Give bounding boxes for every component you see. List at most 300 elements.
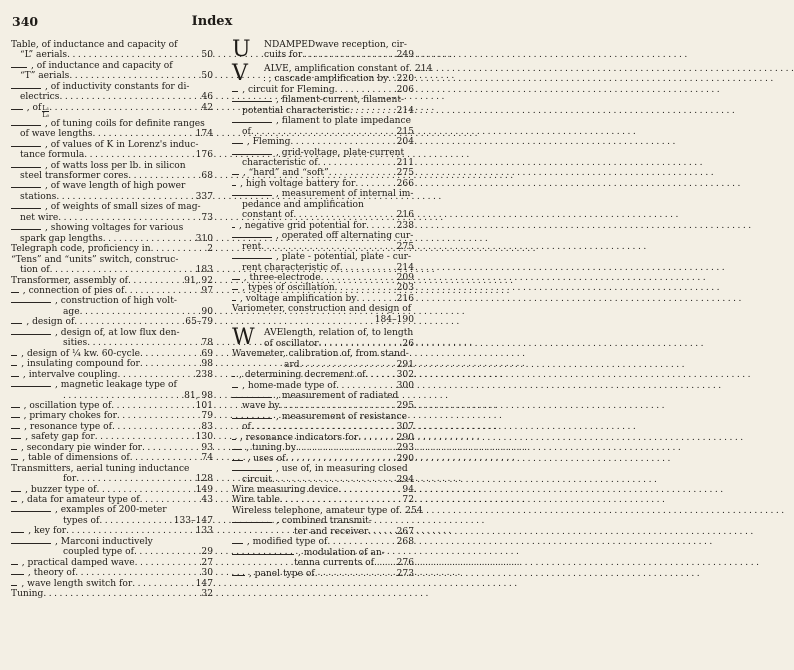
entry-page-ref: 214 xyxy=(396,105,414,116)
index-entry xyxy=(232,304,414,325)
dot-leader xyxy=(128,276,182,286)
index-entry xyxy=(11,317,213,327)
entry-page-ref: 307 xyxy=(396,422,414,433)
entry-line xyxy=(232,263,414,273)
entry-line xyxy=(11,192,213,202)
repeat-dash xyxy=(232,91,238,92)
entry-line xyxy=(232,391,414,401)
index-entry xyxy=(232,505,423,516)
entry-line xyxy=(232,422,414,432)
entry-text: circuit xyxy=(242,474,272,485)
entry-text: , examples of 200-meter xyxy=(55,505,167,516)
repeat-dash xyxy=(232,470,272,471)
dot-leader xyxy=(49,103,199,113)
dot-leader xyxy=(103,234,194,244)
entry-text: net wire xyxy=(20,212,59,223)
entry-line xyxy=(11,92,213,102)
entry-page-ref: 216 xyxy=(396,210,414,221)
entry-page-ref: 216 xyxy=(396,293,414,304)
entry-text: coupled type of xyxy=(63,547,134,558)
dot-leader xyxy=(358,433,394,443)
entry-text: , connection of pies of xyxy=(22,285,125,296)
entry-line xyxy=(232,127,414,137)
entry-line xyxy=(11,485,213,495)
entry-text: , measurement of radiated xyxy=(276,390,399,401)
index-entry xyxy=(11,495,213,505)
entry-line xyxy=(232,537,414,547)
fraction-numerator: L₁ xyxy=(42,103,50,112)
dot-leader xyxy=(366,221,394,231)
dot-leader xyxy=(75,568,199,578)
index-entry xyxy=(232,454,414,464)
index-entry xyxy=(232,412,414,433)
entry-line xyxy=(11,380,213,390)
entry-text: , magnetic leakage type of xyxy=(55,380,177,391)
index-entry xyxy=(232,495,414,505)
entry-line xyxy=(11,359,213,369)
entry-text: tance formula xyxy=(20,150,85,161)
entry-line xyxy=(11,579,213,589)
repeat-dash xyxy=(232,154,272,155)
drop-capital: V xyxy=(232,60,248,86)
dot-leader xyxy=(280,401,395,411)
index-entry xyxy=(11,119,213,140)
entry-line xyxy=(232,210,414,220)
entry-line xyxy=(232,252,414,262)
entry-text: , data for amateur type of xyxy=(21,495,140,506)
entry-line xyxy=(11,181,213,191)
entry-line xyxy=(232,179,414,189)
entry-line xyxy=(11,338,213,348)
entry-page-ref: 300 xyxy=(396,380,414,391)
entry-text: stations xyxy=(20,191,57,202)
dot-leader xyxy=(130,453,200,463)
repeat-dash xyxy=(264,80,265,81)
dot-leader xyxy=(335,283,395,293)
entry-text: of oscillator xyxy=(264,338,319,349)
repeat-dash xyxy=(232,237,272,238)
entry-text: , negative grid potential for xyxy=(238,220,367,231)
entry-text: constant of xyxy=(242,210,294,221)
repeat-dash xyxy=(11,334,51,335)
entry-page-ref: 130 xyxy=(195,432,213,443)
index-entry xyxy=(11,568,213,578)
entry-text: , high voltage battery for xyxy=(240,178,356,189)
index-entry xyxy=(11,103,213,119)
dot-leader xyxy=(335,85,395,95)
entry-text: , filament-current, filament- xyxy=(276,95,405,106)
entry-text: Wireless telephone, amateur type of xyxy=(232,505,400,516)
entry-text: tion of xyxy=(20,265,50,276)
dot-leader xyxy=(56,192,193,202)
entry-page-ref: 101 xyxy=(195,400,213,411)
entry-text: , Fleming xyxy=(246,137,291,148)
entry-line xyxy=(232,158,414,168)
repeat-dash xyxy=(232,543,243,544)
entry-line xyxy=(232,360,414,370)
entry-line xyxy=(11,119,213,129)
index-entry xyxy=(11,40,213,61)
entry-page-ref: 50 xyxy=(201,71,213,82)
dot-leader xyxy=(329,168,395,178)
dot-leader xyxy=(140,349,199,359)
entry-text: , theory of xyxy=(27,568,76,579)
entry-text: tenna currents of xyxy=(294,558,374,569)
index-entry xyxy=(11,422,213,432)
entry-text: , circuit for Fleming xyxy=(242,84,335,95)
entry-line xyxy=(11,150,213,160)
entry-line xyxy=(11,140,213,150)
entry-text: , types of oscillation xyxy=(242,283,335,294)
index-entry xyxy=(11,61,213,82)
entry-line xyxy=(232,475,414,485)
page-number: 340 xyxy=(12,14,39,29)
entry-page-ref: 238 xyxy=(195,369,213,380)
entry-line xyxy=(11,71,213,81)
index-entry xyxy=(232,60,433,86)
index-entry xyxy=(11,328,213,349)
entry-text: , resonance type of xyxy=(24,421,112,432)
dot-leader xyxy=(293,210,394,220)
entry-line xyxy=(11,370,213,380)
entry-text: , safety gap for xyxy=(25,432,95,443)
entry-text: , resonance indicators for xyxy=(239,432,359,443)
entry-text: , of watts loss per lb. in silicon xyxy=(45,160,186,171)
dot-leader xyxy=(95,432,194,442)
entry-text: of xyxy=(242,422,251,433)
dot-leader xyxy=(50,265,194,275)
entry-line xyxy=(232,116,414,126)
entry-page-ref: 176 xyxy=(195,150,213,161)
entry-text: spark gap lengths xyxy=(20,233,103,244)
entry-page-ref: 29 xyxy=(201,547,213,558)
entry-text: , design of xyxy=(26,317,75,328)
entry-text: types of xyxy=(63,515,100,526)
entry-line xyxy=(232,569,414,579)
entry-page-ref: 69 xyxy=(201,348,213,359)
entry-line xyxy=(11,296,213,306)
repeat-dash xyxy=(11,449,17,450)
entry-text: , cascade amplification by xyxy=(268,74,389,85)
index-entry xyxy=(232,516,414,537)
fraction-denominator: L₀ xyxy=(42,111,50,120)
dot-leader xyxy=(96,485,193,495)
repeat-dash xyxy=(232,300,236,301)
entry-text: Tuning xyxy=(11,589,44,600)
index-entry xyxy=(11,380,213,401)
dot-leader xyxy=(117,370,193,380)
repeat-dash xyxy=(11,511,51,512)
entry-page-ref: 238 xyxy=(396,220,414,231)
entry-text: , measurement of internal im- xyxy=(276,189,414,200)
entry-text: , home-made type of xyxy=(242,380,337,391)
entry-page-ref: 97 xyxy=(201,285,213,296)
entry-line xyxy=(232,443,414,453)
dot-leader xyxy=(99,516,171,526)
entry-line xyxy=(232,558,414,568)
entry-line xyxy=(232,454,414,464)
entry-line xyxy=(11,82,213,92)
index-entry xyxy=(11,464,213,485)
dot-leader xyxy=(321,273,395,283)
entry-page-ref: 50 xyxy=(201,50,213,61)
entry-page-ref: 268 xyxy=(396,537,414,548)
entry-line xyxy=(11,50,213,60)
entry-line xyxy=(11,547,213,557)
dot-leader xyxy=(251,127,395,137)
entry-text: for xyxy=(63,474,77,485)
entry-page-ref: 43 xyxy=(201,495,213,506)
dot-leader xyxy=(111,401,193,411)
dot-leader xyxy=(374,558,395,568)
entry-line xyxy=(11,589,213,599)
index-entry xyxy=(232,231,414,252)
index-entry xyxy=(11,401,213,411)
repeat-dash xyxy=(11,67,27,68)
index-entry xyxy=(11,255,213,276)
index-entry xyxy=(11,589,213,599)
index-entry xyxy=(11,202,213,223)
entry-line xyxy=(232,189,414,199)
entry-line xyxy=(11,161,213,171)
index-entry xyxy=(232,283,414,293)
entry-text: length, relation of, to length xyxy=(283,328,414,339)
index-entry xyxy=(232,116,414,137)
dot-leader xyxy=(76,474,193,484)
index-entry xyxy=(232,349,414,370)
entry-line xyxy=(232,283,414,293)
repeat-dash xyxy=(11,355,17,356)
entry-page-ref: 203 xyxy=(396,283,414,294)
repeat-dash xyxy=(11,459,18,460)
entry-line xyxy=(232,148,414,158)
dot-leader xyxy=(296,443,395,453)
dot-leader xyxy=(319,339,401,349)
repeat-dash xyxy=(232,387,238,388)
entry-line xyxy=(232,168,414,178)
dot-leader xyxy=(302,50,394,60)
entry-line xyxy=(232,412,414,422)
entry-line xyxy=(11,223,213,233)
index-column-left xyxy=(11,40,213,600)
index-entry xyxy=(232,37,414,62)
entry-line xyxy=(11,234,213,244)
entry-text: , of tuning coils for definite ranges xyxy=(45,118,205,129)
repeat-dash xyxy=(11,407,20,408)
index-entry xyxy=(232,464,414,485)
entry-line xyxy=(11,443,213,453)
repeat-dash xyxy=(11,417,20,418)
dot-leader xyxy=(151,244,206,254)
entry-text: , measurement of resistance xyxy=(276,411,407,422)
entry-page-ref: 133–147 xyxy=(173,515,213,526)
entry-text: pedance and amplification xyxy=(242,199,364,210)
index-entry xyxy=(232,443,414,453)
entry-line xyxy=(11,171,213,181)
index-entry xyxy=(11,140,213,161)
dot-leader xyxy=(80,307,200,317)
entry-text: rent xyxy=(242,241,262,252)
entry-page-ref: 295 xyxy=(396,401,414,412)
entry-page-ref: 78 xyxy=(201,338,213,349)
entry-page-ref: 276 xyxy=(396,558,414,569)
dot-leader xyxy=(261,242,394,252)
index-entry xyxy=(232,273,414,283)
entry-text: characteristic of xyxy=(242,157,318,168)
dot-leader xyxy=(280,495,401,505)
entry-text: , of wave length of high power xyxy=(45,181,186,192)
entry-line xyxy=(232,485,414,495)
entry-line xyxy=(232,273,414,283)
index-entry xyxy=(11,579,213,589)
entry-line xyxy=(11,349,213,359)
fraction xyxy=(42,105,49,119)
index-entry xyxy=(11,537,213,558)
repeat-dash xyxy=(232,122,272,123)
heading-word: AVE xyxy=(264,328,284,339)
repeat-dash xyxy=(232,195,272,196)
page-title: Index xyxy=(191,14,233,29)
repeat-dash xyxy=(232,289,238,290)
entry-text: wave reception, cir- xyxy=(315,40,407,50)
repeat-dash xyxy=(11,292,19,293)
entry-page-ref: 74 xyxy=(201,453,213,464)
entry-line xyxy=(232,464,414,474)
entry-text: , construction of high volt- xyxy=(55,296,177,307)
entry-text: “Tens” and “units” switch, construc- xyxy=(11,254,179,265)
entry-text: Telegraph code, proficiency in xyxy=(11,244,151,255)
repeat-dash xyxy=(11,491,21,492)
entry-text: “L” aerials xyxy=(20,50,68,61)
entry-page-ref: 275 xyxy=(396,241,414,252)
entry-line xyxy=(11,276,213,286)
entry-line xyxy=(232,381,414,391)
repeat-dash xyxy=(232,227,235,228)
entry-line xyxy=(11,265,213,275)
dot-leader xyxy=(87,338,199,348)
index-entry xyxy=(232,548,414,569)
repeat-dash xyxy=(11,386,51,387)
index-entry xyxy=(11,161,213,182)
entry-text: Wire measuring device xyxy=(232,485,339,496)
entry-text: rent characteristic of xyxy=(242,262,340,273)
entry-page-ref: 254 xyxy=(405,505,423,516)
index-entry xyxy=(232,537,414,547)
entry-line xyxy=(11,40,213,50)
entry-page-ref: 211 xyxy=(396,157,414,168)
entry-text: , determining decrement of xyxy=(239,370,366,381)
index-entry xyxy=(11,453,213,463)
index-entry xyxy=(232,85,414,95)
entry-text: sities xyxy=(63,338,88,349)
entry-line xyxy=(11,411,213,421)
repeat-dash xyxy=(232,449,242,450)
dot-leader xyxy=(338,485,400,495)
entry-line xyxy=(232,349,414,359)
entry-text: , key for xyxy=(28,526,67,537)
repeat-dash xyxy=(232,258,272,259)
entry-text: “T” aerials xyxy=(20,71,70,82)
dot-leader xyxy=(66,526,194,536)
entry-line xyxy=(11,401,213,411)
entry-line xyxy=(232,95,414,105)
entry-text: , of inductivity constants for di- xyxy=(45,81,190,92)
entry-text: , panel type of xyxy=(248,568,315,579)
entry-page-ref: 290 xyxy=(396,432,414,443)
dot-leader xyxy=(43,589,199,599)
entry-text: , use of, in measuring closed xyxy=(276,464,408,475)
entry-line xyxy=(232,106,414,116)
entry-line xyxy=(232,548,414,558)
heading-word: NDAMPED xyxy=(264,40,316,50)
entry-page-ref: 149 xyxy=(195,484,213,495)
entry-line xyxy=(232,304,414,314)
entry-line xyxy=(11,464,213,474)
repeat-dash xyxy=(11,187,41,188)
repeat-dash xyxy=(11,574,24,575)
entry-text: , tuning by xyxy=(246,443,296,454)
index-entry xyxy=(232,433,414,443)
entry-text: , intervalve coupling xyxy=(22,369,118,380)
entry-page-ref: 302 xyxy=(396,370,414,381)
repeat-dash xyxy=(11,125,41,126)
index-entry xyxy=(232,391,414,412)
repeat-dash xyxy=(232,397,272,398)
index-entry xyxy=(11,526,213,536)
entry-page-ref: 220 xyxy=(396,74,414,85)
entry-text: , of weights of small sizes of mag- xyxy=(45,202,201,213)
entry-text: of wave lengths xyxy=(20,129,93,140)
entry-text: , grid-voltage, plate-current xyxy=(276,147,405,158)
repeat-dash xyxy=(11,302,51,303)
index-entry xyxy=(232,179,414,189)
entry-text: cuits for xyxy=(264,50,303,61)
entry-line xyxy=(232,200,414,210)
entry-page-ref: 72 xyxy=(402,495,414,506)
repeat-dash xyxy=(232,439,236,440)
entry-page-ref: 206 xyxy=(396,84,414,95)
entry-text: Transmitters, aerial tuning inductance xyxy=(11,463,190,474)
entry-text: , showing voltages for various xyxy=(45,223,184,234)
entry-page-ref: 215 xyxy=(396,126,414,137)
index-entry xyxy=(11,359,213,369)
index-entry xyxy=(11,432,213,442)
entry-line xyxy=(232,401,414,411)
repeat-dash xyxy=(232,185,236,186)
repeat-dash xyxy=(11,365,17,366)
dot-leader xyxy=(140,359,200,369)
entry-line xyxy=(11,213,213,223)
dot-leader xyxy=(74,317,183,327)
dot-leader xyxy=(366,370,395,380)
entry-page-ref: 27 xyxy=(201,557,213,568)
repeat-dash xyxy=(232,460,243,461)
entry-text: , design of ¼ kw. 60-cycle xyxy=(21,348,140,359)
entry-text: , buzzer type of xyxy=(25,484,97,495)
repeat-dash xyxy=(11,229,41,230)
entry-line xyxy=(11,526,213,536)
dot-leader xyxy=(58,213,199,223)
entry-page-ref: 266 xyxy=(396,178,414,189)
entry-page-ref: 79 xyxy=(201,411,213,422)
entry-text: , table of dimensions of xyxy=(22,453,130,464)
entry-line xyxy=(11,286,213,296)
entry-page-ref: 68 xyxy=(201,170,213,181)
entry-line xyxy=(11,129,213,139)
repeat-dash xyxy=(232,554,294,555)
dot-leader xyxy=(300,360,395,370)
entry-page-ref: 249 xyxy=(396,50,414,61)
